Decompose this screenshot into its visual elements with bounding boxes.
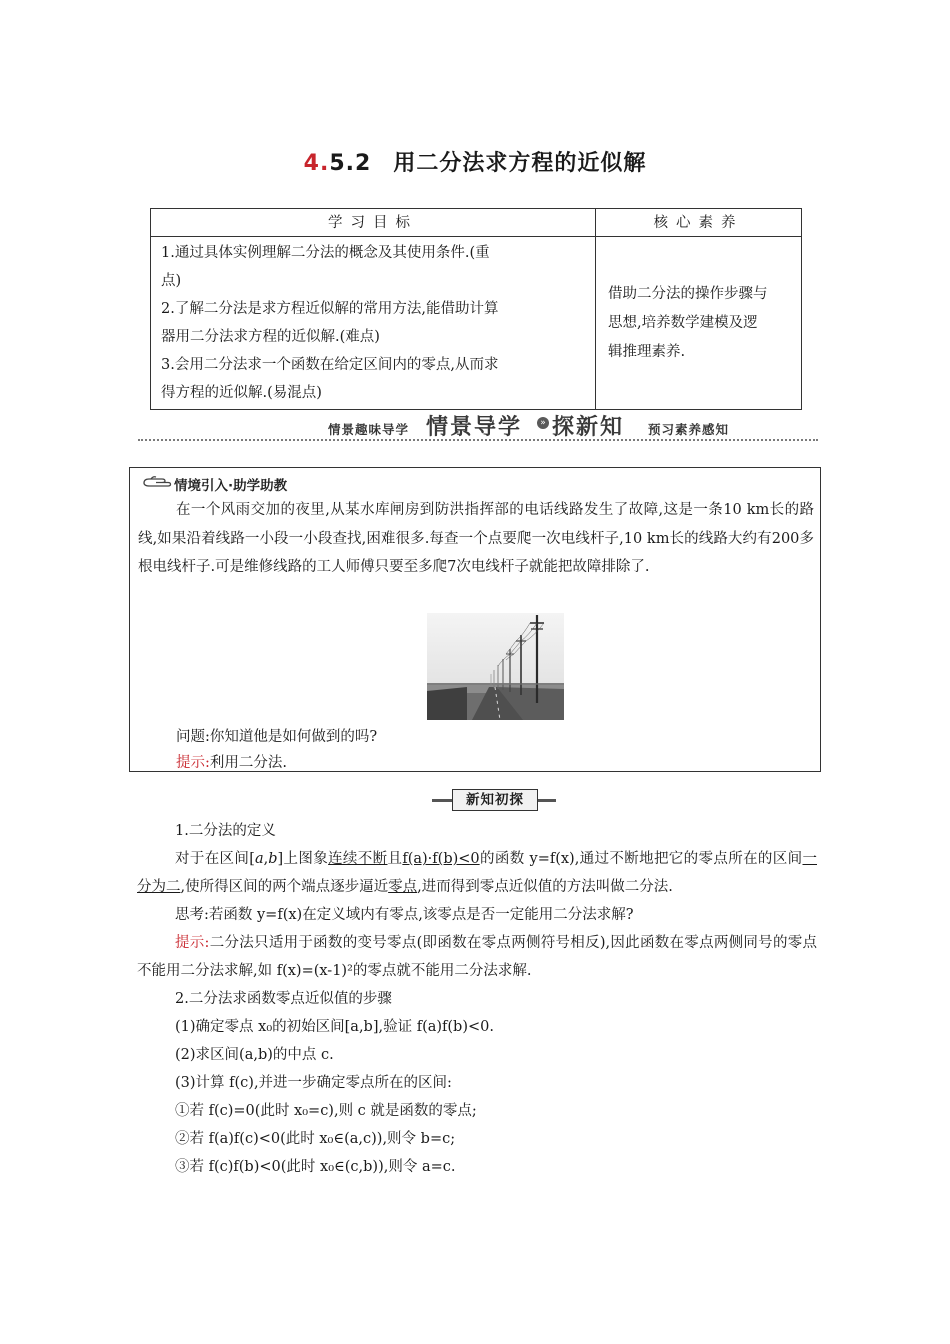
definition-paragraph [137, 845, 817, 901]
intro-hint-text: 利用二分法. [209, 755, 287, 771]
goal-line: 1.通过具体实例理解二分法的概念及其使用条件.(重 [161, 245, 490, 261]
intro-paragraph: 在一个风雨交加的夜里,从某水库闸房到防洪指挥部的电话线路发生了故障,这是一条10 km长的路线,如果沿着线路一小段一小段查找,困难很多.每查一个点要爬一次电线杆子,10 km长的线路大约有200多根电线杆子.可是维修线路的工人师傅只要至多爬7次电线杆子就能把故障排除了. [138, 502, 814, 575]
literacy-line: 辑推理素养. [608, 343, 686, 360]
goal-line: 器用二分法求方程的近似解.(难点) [161, 329, 380, 345]
goals-cell-right [596, 237, 802, 410]
section-label-box: 新知初探 [452, 789, 538, 811]
heading-bisection-steps: 2.二分法求函数零点近似值的步骤 [175, 991, 392, 1007]
goals-cell-left [151, 237, 596, 410]
banner-small-right: 预习素养感知 [648, 422, 730, 437]
goal-line: 点) [161, 273, 182, 289]
banner-big-left: 情景导学 [426, 415, 523, 440]
goals-header-left: 学习目标 [151, 209, 596, 237]
title-number: 5.2 [329, 151, 372, 176]
intro-question: 问题:你知道他是如何做到的吗? [176, 729, 378, 745]
step-3: (3)计算 f(c),并进一步确定零点所在的区间: [175, 1075, 452, 1091]
def-blank-sign-condition: f(a)·f(b)<0 [402, 851, 480, 867]
content-section [137, 817, 817, 1181]
section-label-line-left [432, 799, 452, 802]
def-var-a: a [254, 851, 264, 867]
power-line-road-photo [427, 613, 564, 720]
def-blank-halve: 一分为二 [137, 851, 817, 895]
goal-line: 3.会用二分法求一个函数在给定区间内的零点,从而求 [161, 357, 499, 373]
think-hint [137, 929, 817, 985]
title-text: 用二分法求方程的近似解 [393, 151, 647, 176]
section-label-line-right [538, 799, 556, 802]
heading-bisection-definition: 1.二分法的定义 [175, 823, 276, 839]
step-2: (2)求区间(a,b)的中点 c. [175, 1047, 334, 1063]
step-1: (1)确定零点 x₀的初始区间[a,b],验证 f(a)f(b)<0. [175, 1019, 494, 1035]
case-1: ①若 f(c)=0(此时 x₀=c),则 c 就是函数的零点; [175, 1103, 477, 1119]
section-banner [138, 408, 818, 442]
def-text: ,使所得区间的两个端点逐步逼近 [180, 879, 389, 895]
banner-big-right: 探新知 [552, 415, 625, 440]
def-text: 对于在区间[ [175, 851, 255, 867]
think-hint-text: 二分法只适用于函数的变号零点(即函数在零点两侧符号相反),因此函数在零点两侧同号的零点不能用二分法求解,如 f(x)=(x-1)²的零点就不能用二分法求解. [137, 935, 818, 979]
page-title [0, 146, 950, 177]
def-var-b: b [268, 851, 278, 867]
def-blank-continuous: 连续不断 [328, 851, 388, 867]
banner-small-left: 情景趣味导学 [328, 422, 410, 437]
def-blank-zero: 零点 [388, 879, 418, 895]
think-hint-label: 提示: [175, 935, 210, 951]
def-text: 的函数 y=f(x),通过不断地把它的零点所在的区间 [479, 851, 803, 867]
literacy-line: 借助二分法的操作步骤与 [608, 285, 768, 302]
pointing-hand-icon [142, 474, 172, 490]
section-label [432, 787, 556, 813]
literacy-line: 思想,培养数学建模及逻 [608, 314, 758, 331]
def-text: ,进而得到零点近似值的方法叫做二分法. [417, 879, 673, 895]
def-text: , [263, 851, 269, 867]
def-text: ]上图象 [277, 851, 329, 867]
goals-header-right: 核心素养 [596, 209, 802, 237]
intro-hint [176, 751, 287, 775]
intro-heading: 情境引入·助学助教 [174, 478, 288, 494]
goal-line: 2.了解二分法是求方程近似解的常用方法,能借助计算 [161, 301, 499, 317]
learning-goals-table [150, 208, 802, 410]
case-2: ②若 f(a)f(c)<0(此时 x₀∈(a,c)),则令 b=c; [175, 1131, 456, 1147]
intro-hint-label: 提示: [176, 755, 210, 771]
think-question: 思考:若函数 y=f(x)在定义域内有零点,该零点是否一定能用二分法求解? [175, 907, 634, 923]
goal-line: 得方程的近似解.(易混点) [161, 385, 322, 401]
def-text: 且 [387, 851, 403, 867]
intro-box [129, 467, 821, 772]
banner-arrow-icon: » [537, 417, 549, 429]
title-number-prefix: 4. [303, 151, 330, 176]
case-3: ③若 f(c)f(b)<0(此时 x₀∈(c,b)),则令 a=c. [175, 1159, 456, 1175]
